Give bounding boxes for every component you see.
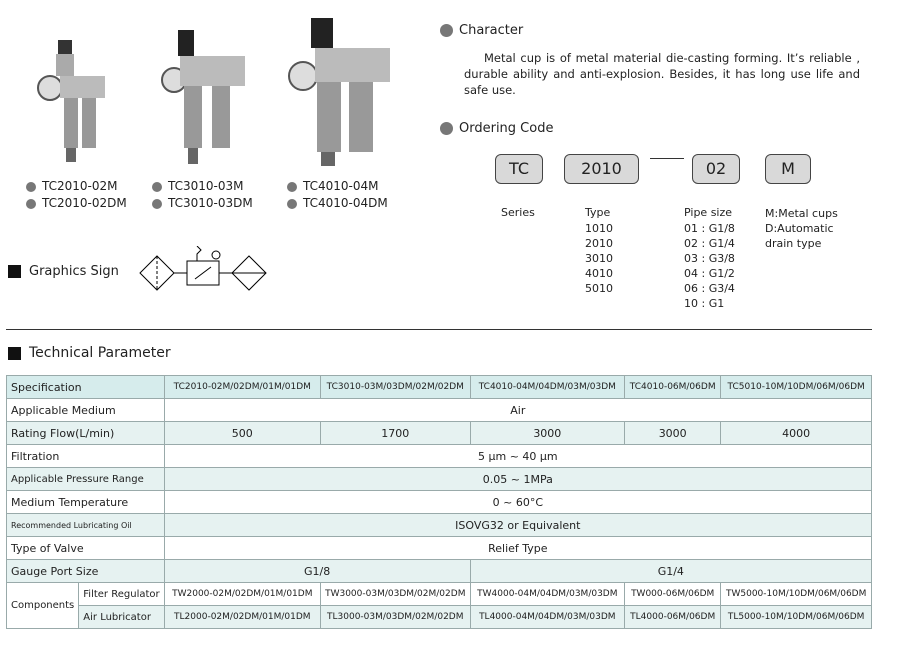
- filter-regulator-value: TW2000-02M/02DM/01M/01DM: [164, 583, 320, 606]
- graphics-sign-symbol: [137, 246, 272, 298]
- filtration-label: Filtration: [7, 445, 165, 468]
- temperature-label: Medium Temperature: [7, 491, 165, 514]
- table-row: [7, 537, 872, 560]
- pipe-option: 03 : G3/8: [684, 252, 735, 265]
- bullet-icon: [440, 24, 453, 37]
- cup-option: M:Metal cups: [765, 207, 838, 220]
- table-row: [7, 445, 872, 468]
- character-heading: [440, 23, 523, 38]
- table-row: [7, 399, 872, 422]
- technical-parameter-table: [6, 375, 872, 629]
- table-row: [7, 376, 872, 399]
- bullet-icon: [440, 122, 453, 135]
- pipe-option: 06 : G3/4: [684, 282, 735, 295]
- technical-parameter-title: Technical Parameter: [29, 345, 171, 361]
- character-text: Metal cup is of metal material die-casting forming. It’s reliable , durable ability and anti-explosion. Besides, it has long use life and safe use.: [464, 51, 860, 97]
- spec-label: Specification: [7, 376, 165, 399]
- table-row: [7, 583, 872, 606]
- pipe-option: 04 : G1/2: [684, 267, 735, 280]
- oil-value: ISOVG32 or Equivalent: [164, 514, 871, 537]
- bullet-icon: [26, 182, 36, 192]
- model-name: TC3010-03DM: [168, 196, 253, 210]
- bullet-icon: [287, 182, 297, 192]
- cup-type-list: [765, 206, 838, 251]
- flow-label: Rating Flow(L/min): [7, 422, 165, 445]
- flow-value: 1700: [320, 422, 470, 445]
- filter-regulator-value: TW4000-04M/04DM/03M/03DM: [470, 583, 624, 606]
- table-row: [7, 422, 872, 445]
- temperature-value: 0 ~ 60°C: [164, 491, 871, 514]
- code-series-box: TC: [495, 154, 543, 184]
- tc4010-model-list: [287, 178, 388, 212]
- code-type-box: 2010: [564, 154, 639, 184]
- pipe-size-list: [684, 221, 735, 311]
- square-bullet-icon: [8, 347, 21, 360]
- tc3010-product-image: [160, 30, 255, 170]
- character-title: Character: [459, 23, 524, 38]
- spec-cell: TC3010-03M/03DM/02M/02DM: [320, 376, 470, 399]
- graphics-sign-heading: [8, 264, 119, 279]
- table-row: [7, 514, 872, 537]
- type-label: Type: [585, 206, 611, 219]
- spec-cell: TC2010-02M/02DM/01M/01DM: [164, 376, 320, 399]
- filter-regulator-value: TW5000-10M/10DM/06M/06DM: [721, 583, 872, 606]
- gauge-label: Gauge Port Size: [7, 560, 165, 583]
- type-option: 3010: [585, 252, 613, 265]
- spec-cell: TC4010-06M/06DM: [625, 376, 721, 399]
- air-lubricator-label: Air Lubricator: [79, 606, 164, 629]
- section-divider: [6, 329, 872, 330]
- bullet-icon: [152, 199, 162, 209]
- gauge-value: G1/8: [164, 560, 470, 583]
- spec-cell: TC5010-10M/10DM/06M/06DM: [721, 376, 872, 399]
- flow-value: 3000: [625, 422, 721, 445]
- spec-cell: TC4010-04M/04DM/03M/03DM: [470, 376, 624, 399]
- flow-value: 3000: [470, 422, 624, 445]
- type-option: 2010: [585, 237, 613, 250]
- components-label: Components: [7, 583, 79, 629]
- bullet-icon: [26, 199, 36, 209]
- cup-option: drain type: [765, 237, 822, 250]
- valve-label: Type of Valve: [7, 537, 165, 560]
- air-lubricator-value: TL4000-04M/04DM/03M/03DM: [470, 606, 624, 629]
- graphics-sign-label: Graphics Sign: [29, 264, 119, 279]
- table-row: [7, 468, 872, 491]
- bullet-icon: [287, 199, 297, 209]
- tc2010-product-image: [30, 40, 120, 170]
- pressure-label: Applicable Pressure Range: [7, 468, 165, 491]
- pipe-option: 01 : G1/8: [684, 222, 735, 235]
- code-cup-box: M: [765, 154, 811, 184]
- medium-label: Applicable Medium: [7, 399, 165, 422]
- oil-label: Recommended Lubricating Oil: [7, 514, 165, 537]
- model-name: TC4010-04DM: [303, 196, 388, 210]
- gauge-value: G1/4: [470, 560, 871, 583]
- flow-value: 4000: [721, 422, 872, 445]
- model-name: TC4010-04M: [303, 179, 379, 193]
- pipe-option: 02 : G1/4: [684, 237, 735, 250]
- air-lubricator-value: TL5000-10M/10DM/06M/06DM: [721, 606, 872, 629]
- pipe-option: 10 : G1: [684, 297, 725, 310]
- table-row: [7, 560, 872, 583]
- type-option: 4010: [585, 267, 613, 280]
- technical-parameter-heading: [8, 345, 171, 361]
- flow-value: 500: [164, 422, 320, 445]
- filtration-value: 5 µm ~ 40 µm: [164, 445, 871, 468]
- code-pipe-box: 02: [692, 154, 740, 184]
- type-option: 5010: [585, 282, 613, 295]
- type-option: 1010: [585, 222, 613, 235]
- valve-value: Relief Type: [164, 537, 871, 560]
- code-dash: [650, 158, 684, 159]
- pressure-value: 0.05 ~ 1MPa: [164, 468, 871, 491]
- series-label: Series: [501, 206, 535, 219]
- air-lubricator-value: TL3000-03M/03DM/02M/02DM: [320, 606, 470, 629]
- square-bullet-icon: [8, 265, 21, 278]
- bullet-icon: [152, 182, 162, 192]
- type-list: [585, 221, 613, 296]
- tc4010-product-image: [285, 18, 395, 168]
- model-name: TC3010-03M: [168, 179, 244, 193]
- filter-regulator-value: TW000-06M/06DM: [625, 583, 721, 606]
- tc3010-model-list: [152, 178, 253, 212]
- table-row: [7, 606, 872, 629]
- medium-value: Air: [164, 399, 871, 422]
- model-name: TC2010-02M: [42, 179, 118, 193]
- ordering-code-title: Ordering Code: [459, 121, 554, 136]
- model-name: TC2010-02DM: [42, 196, 127, 210]
- cup-option: D:Automatic: [765, 222, 834, 235]
- air-lubricator-value: TL2000-02M/02DM/01M/01DM: [164, 606, 320, 629]
- filter-regulator-label: Filter Regulator: [79, 583, 164, 606]
- pipe-size-label: Pipe size: [684, 206, 733, 219]
- tc2010-model-list: [26, 178, 127, 212]
- table-row: [7, 491, 872, 514]
- filter-regulator-value: TW3000-03M/03DM/02M/02DM: [320, 583, 470, 606]
- ordering-code-heading: [440, 121, 553, 136]
- air-lubricator-value: TL4000-06M/06DM: [625, 606, 721, 629]
